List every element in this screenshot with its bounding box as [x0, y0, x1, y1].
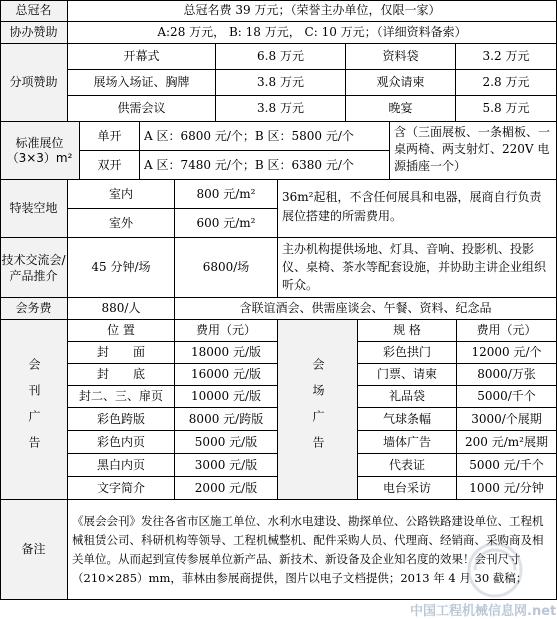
ads-item-fee: 3000 元/版 — [175, 454, 278, 477]
conference-fee-note: 含联谊酒会、供需座谈会、午餐、资料、纪念品 — [175, 298, 557, 320]
row-raw-space — [0, 180, 557, 238]
item-price: 3.8 万元 — [216, 70, 346, 96]
item-name: 资料袋 — [346, 44, 456, 70]
outdoor-label: 室外 — [68, 209, 175, 238]
ads-item-position: 文字简介 — [68, 477, 175, 500]
item-name: 开幕式 — [68, 44, 216, 70]
booth-includes-note: 含（三面展板、一条楣板、一桌两椅、两支射灯、220V 电源插座一个） — [390, 122, 557, 180]
venue-item-fee: 3000/个展期 — [457, 408, 557, 431]
venue-item-spec: 气球条幅 — [358, 408, 457, 431]
venue-item-spec: 礼品袋 — [358, 386, 457, 408]
ads-item-position: 封 面 — [68, 342, 175, 364]
tech-seminar-label: 技术交流会/产品推介 — [0, 238, 68, 298]
venue-item-fee: 5000/千个 — [457, 386, 557, 408]
venue-head-spec: 规 格 — [358, 320, 457, 342]
ads-item-position: 彩色内页 — [68, 431, 175, 454]
item-sponsor-label: 分项赞助 — [0, 44, 68, 122]
raw-space-label: 特装空地 — [0, 180, 68, 238]
booth-single-line — [80, 122, 390, 151]
outdoor-price: 600 元/m² — [175, 209, 278, 238]
row-item-sponsor — [0, 44, 557, 122]
item-price: 3.2 万元 — [456, 44, 557, 70]
seminar-price: 6800/场 — [175, 238, 278, 298]
item-name: 晚宴 — [346, 96, 456, 122]
venue-item-spec: 电台采访 — [358, 477, 457, 500]
ads-item-position: 封二、三、扉页 — [68, 386, 175, 408]
raw-space-outdoor-line — [68, 209, 278, 238]
booth-single-price: A 区：6800 元/个；B 区：5800 元/个 — [140, 122, 390, 151]
ads-item-position: 黑白内页 — [68, 454, 175, 477]
ads-item-position: 彩色跨版 — [68, 408, 175, 431]
item-price: 6.8 万元 — [216, 44, 346, 70]
seminar-note: 主办机构提供场地、灯具、音响、投影机、投影仪、桌椅、茶水等配套设施，并协助主讲企业组织听众。 — [278, 238, 557, 298]
booth-double-label: 双开 — [80, 151, 140, 180]
watermark-text: 中国工程机械信息网.net — [410, 604, 557, 619]
item-sponsor-line — [68, 70, 557, 96]
seminar-duration: 45 分钟/场 — [68, 238, 175, 298]
title-sponsor-text: 总冠名费 39 万元；（荣誉主办单位，仅限一家） — [68, 0, 557, 22]
item-name: 展场入场证、胸牌 — [68, 70, 216, 96]
item-price: 3.8 万元 — [216, 96, 346, 122]
venue-item-spec: 代表证 — [358, 454, 457, 477]
ads-item-fee: 8000 元/跨版 — [175, 408, 278, 431]
item-price: 2.8 万元 — [456, 70, 557, 96]
venue-item-spec: 墙体广告 — [358, 431, 457, 454]
ads-item-position: 封 底 — [68, 364, 175, 386]
item-sponsor-line — [68, 96, 557, 122]
conference-fee-price: 880/人 — [68, 298, 175, 320]
indoor-label: 室内 — [68, 180, 175, 209]
row-conference-fee — [0, 298, 557, 320]
remark-text: 《展会会刊》发往各省市区施工单位、水利水电建设、勘探单位、公路铁路建设单位、工程机械租赁公司、科研机构等领导、工程机械整机、配件采购人员、代理商、经销商、采购商及相关单位。从而起到宣传参展单位新产品、新技术、新设备及企业知名度的效果！会刊尺寸（210×285）mm，菲林由参展商提供，图片以电子文档提供；2013 年 4 月 30 截稿； — [68, 500, 557, 600]
venue-item-fee: 12000 元/个 — [457, 342, 557, 364]
booth-double-price: A 区：7480 元/个；B 区：6380 元/个 — [140, 151, 390, 180]
catalog-ads-label: 会刊广告 — [0, 320, 68, 500]
row-advertising — [0, 320, 557, 500]
raw-space-indoor-line — [68, 180, 278, 209]
co-sponsor-label: 协办赞助 — [0, 22, 68, 44]
raw-space-note: 36m²起租，不含任何展具和电器，展商自行负责展位搭建的所需费用。 — [278, 180, 557, 238]
item-price: 5.8 万元 — [456, 96, 557, 122]
conference-fee-label: 会务费 — [0, 298, 68, 320]
row-title-sponsor — [0, 0, 557, 22]
venue-item-spec: 门票、请柬 — [358, 364, 457, 386]
ads-item-fee: 5000 元/版 — [175, 431, 278, 454]
ads-head-position: 位 置 — [68, 320, 175, 342]
venue-ads-label: 会场广告 — [278, 320, 358, 500]
ads-item-fee: 18000 元/版 — [175, 342, 278, 364]
booth-single-label: 单开 — [80, 122, 140, 151]
ads-item-fee: 10000 元/版 — [175, 386, 278, 408]
venue-item-fee: 200 元/m²展期 — [457, 431, 557, 454]
item-name: 观众请柬 — [346, 70, 456, 96]
venue-item-spec: 彩色拱门 — [358, 342, 457, 364]
row-tech-seminar — [0, 238, 557, 298]
venue-item-fee: 8000/万张 — [457, 364, 557, 386]
item-sponsor-line — [68, 44, 557, 70]
item-name: 供需会议 — [68, 96, 216, 122]
venue-item-fee: 5000 元/千个 — [457, 454, 557, 477]
venue-item-fee: 1000 元/分钟 — [457, 477, 557, 500]
co-sponsor-text: A:28 万元， B: 18 万元， C: 10 万元；（详细资料备索） — [68, 22, 557, 44]
ads-head-fee: 费用（元） — [175, 320, 278, 342]
indoor-price: 800 元/m² — [175, 180, 278, 209]
row-co-sponsor — [0, 22, 557, 44]
watermark-logo-icon — [435, 540, 545, 600]
booth-double-line — [80, 151, 390, 180]
ads-item-fee: 16000 元/版 — [175, 364, 278, 386]
ads-item-fee: 2000 元/版 — [175, 477, 278, 500]
title-sponsor-label: 总冠名 — [0, 0, 68, 22]
venue-head-fee: 费用（元） — [457, 320, 557, 342]
standard-booth-label: 标准展位（3×3）m² — [0, 122, 80, 180]
row-standard-booth — [0, 122, 557, 180]
remark-label: 备注 — [0, 500, 68, 600]
